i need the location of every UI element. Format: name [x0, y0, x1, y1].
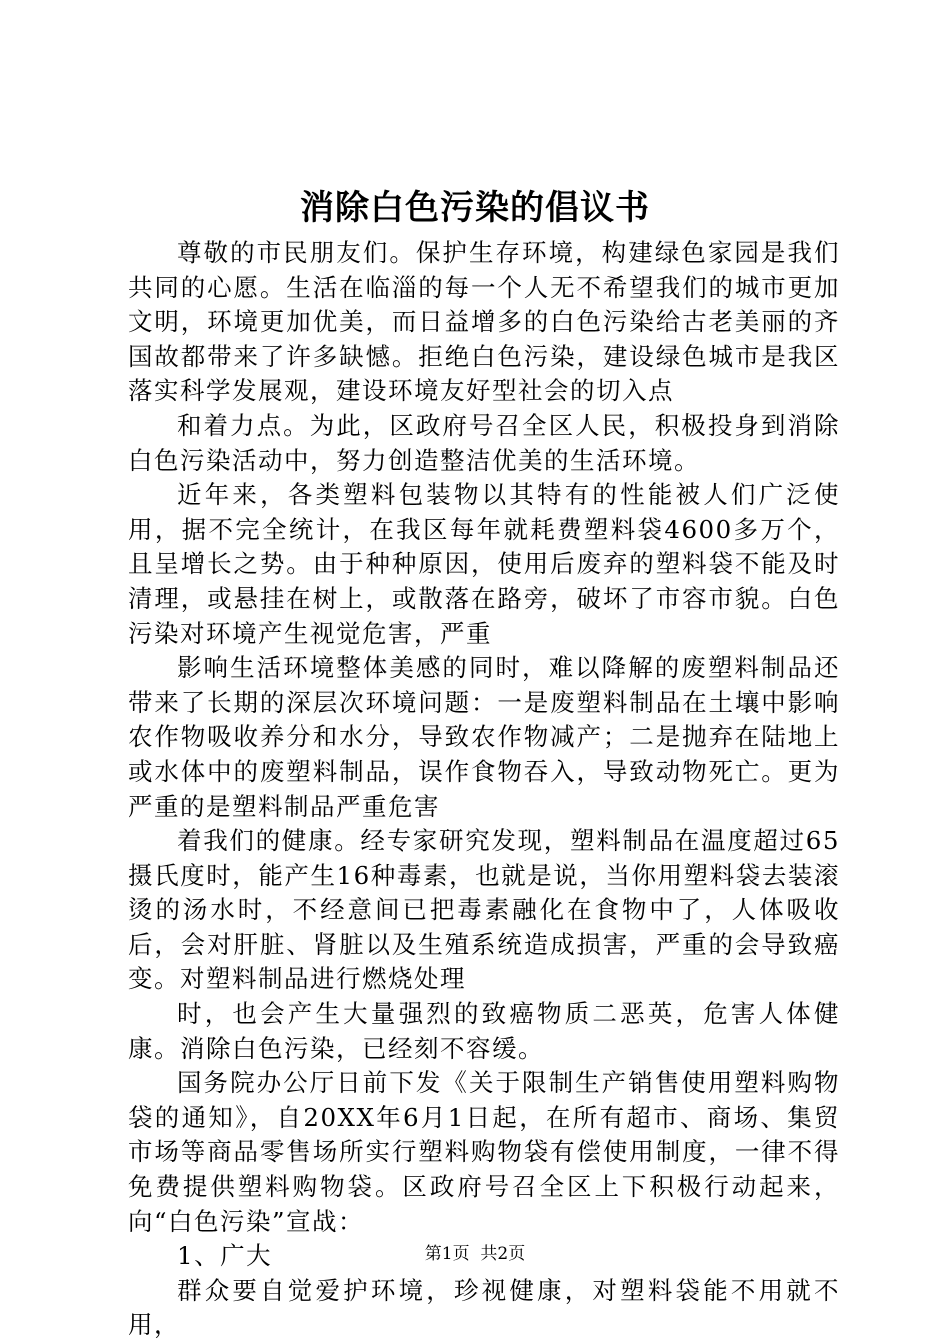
page-number: 第1页 共2页 [424, 1244, 526, 1264]
paragraph: 群众要自觉爱护环境，珍视健康，对塑料袋能不用就不用， [128, 1275, 840, 1340]
paragraph: 影响生活环境整体美感的同时，难以降解的废塑料制品还带来了长期的深层次环境问题：一是废塑料制品在土壤中影响农作物吸收养分和水分，导致农作物减产；二是抛弃在陆地上或水体中的废塑料制品，误作食物吞入，导致动物死亡。更为严重的是塑料制品严重危害 [128, 653, 840, 821]
paragraph: 着我们的健康。经专家研究发现，塑料制品在温度超过65摄氏度时，能产生16种毒素，也就是说，当你用塑料袋去装滚烫的汤水时，不经意间已把毒素融化在食物中了，人体吸收后，会对肝脏、肾脏以及生殖系统造成损害，严重的会导致癌变。对塑料制品进行燃烧处理 [128, 826, 840, 994]
paragraph: 时，也会产生大量强烈的致癌物质二恶英，危害人体健康。消除白色污染，已经刻不容缓。 [128, 999, 840, 1063]
page-footer [0, 1242, 950, 1266]
paragraph: 近年来，各类塑料包装物以其特有的性能被人们广泛使用，据不完全统计，在我区每年就耗费塑料袋4600多万个，且呈增长之势。由于种种原因，使用后废弃的塑料袋不能及时清理，或悬挂在树上，或散落在路旁，破坏了市容市貌。白色污染对环境产生视觉危害，严重 [128, 480, 840, 648]
document-body [128, 236, 840, 1343]
list-item-number: 1、广大 [177, 1241, 273, 1271]
paragraph: 尊敬的市民朋友们。保护生存环境，构建绿色家园是我们共同的心愿。生活在临淄的每一个人无不希望我们的城市更加文明，环境更加优美，而日益增多的白色污染给古老美丽的齐国故都带来了许多缺憾。拒绝白色污染，建设绿色城市是我区落实科学发展观，建设环境友好型社会的切入点 [128, 238, 840, 406]
paragraph: 和着力点。为此，区政府号召全区人民，积极投身到消除白色污染活动中，努力创造整洁优美的生活环境。 [128, 410, 840, 475]
paragraph: 国务院办公厅日前下发《关于限制生产销售使用塑料购物袋的通知》，自20XX年6月1日起，在所有超市、商场、集贸市场等商品零售场所实行塑料购物袋有偿使用制度，一律不得免费提供塑料购物袋。区政府号召全区上下积极行动起来，向“白色污染”宣战： [128, 1068, 840, 1236]
document-title: 消除白色污染的倡议书 [300, 188, 650, 228]
